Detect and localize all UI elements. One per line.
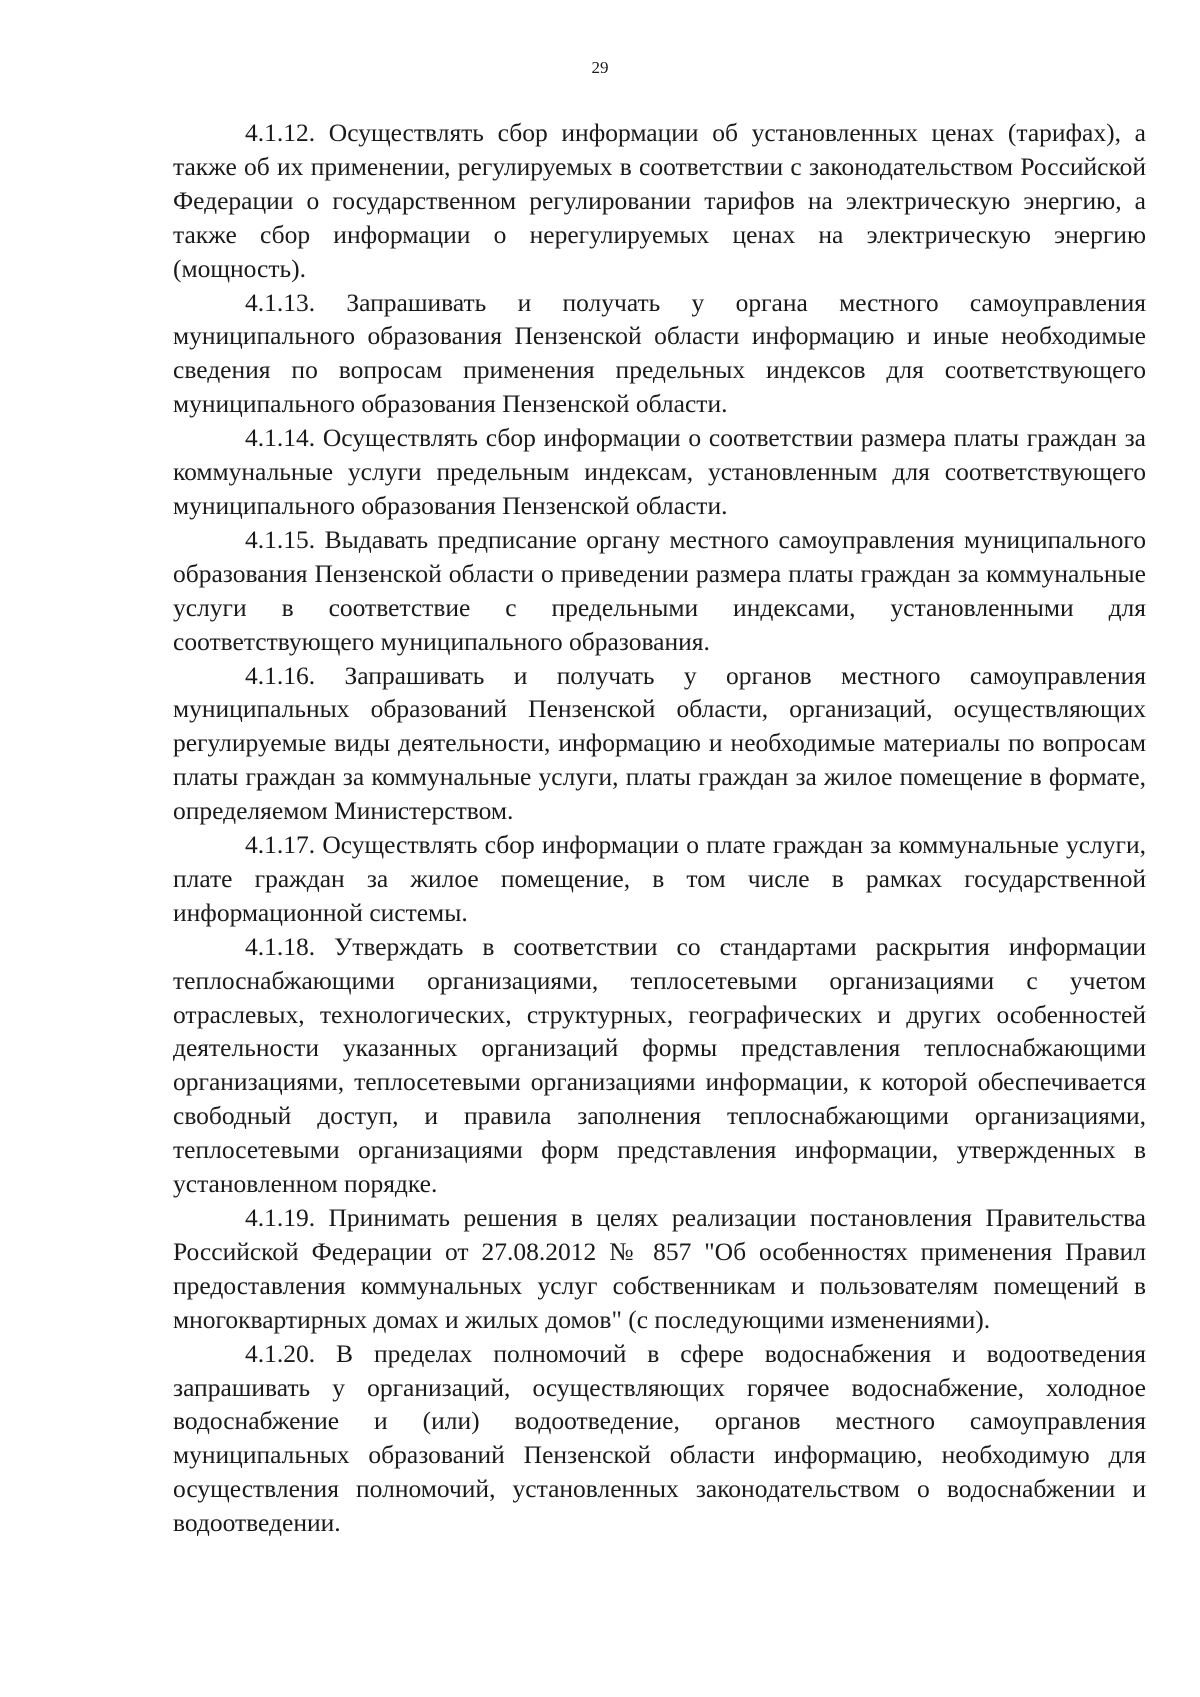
paragraph-4-1-19: 4.1.19. Принимать решения в целях реализации постановления Правительства Российской Федерации от 27.08.2012 № 857 "Об особенностях применения Правил предоставления коммунальных услуг собственникам и пользователям помещений в многоквартирных домах и жилых домов" (с последующими изменениями). [173, 1203, 1146, 1334]
paragraph-4-1-16: 4.1.16. Запрашивать и получать у органов местного самоуправления муниципальных образований Пензенской области, организаций, осуществляющих регулируемые виды деятельности, информацию и необходимые материалы по вопросам платы граждан за коммунальные услуги, платы граждан за жилое помещение в формате, определяемом Министерством. [173, 660, 1146, 826]
paragraph-4-1-13: 4.1.13. Запрашивать и получать у органа местного самоуправления муниципального образования Пензенской области информацию и иные необходимые сведения по вопросам применения предельных индексов для соответствующего муниципального образования Пензенской области. [173, 287, 1146, 419]
paragraph-4-1-18: 4.1.18. Утверждать в соответствии со стандартами раскрытия информации теплоснабжающими организациями, теплосетевыми организациями с учетом отраслевых, технологических, структурных, географических и других особенностей деятельности указанных организаций формы представления теплоснабжающими организациями, теплосетевыми организациями информации, к которой обеспечивается свободный доступ, и правила заполнения теплоснабжающими организациями, теплосетевыми организациями форм представления информации, утвержденных в установленном порядке. [173, 931, 1146, 1199]
document-body [173, 116, 1146, 1540]
paragraph-4-1-15: 4.1.15. Выдавать предписание органу местного самоуправления муниципального образования Пензенской области о приведении размера платы граждан за коммунальные услуги в соответствие с предельными индексами, установленными для соответствующего муниципального образования. [173, 524, 1146, 656]
paragraph-4-1-20: 4.1.20. В пределах полномочий в сфере водоснабжения и водоотведения запрашивать у организаций, осуществляющих горячее водоснабжение, холодное водоснабжение и (или) водоотведение, органов местного самоуправления муниципальных образований Пензенской области информацию, необходимую для осуществления полномочий, установленных законодательством о водоснабжении и водоотведении. [173, 1338, 1146, 1538]
paragraph-4-1-12: 4.1.12. Осуществлять сбор информации об установленных ценах (тарифах), а также об их применении, регулируемых в соответствии с законодательством Российской Федерации о государственном регулировании тарифов на электрическую энергию, а также сбор информации о нерегулируемых ценах на электрическую энергию (мощность). [173, 118, 1146, 283]
paragraph-4-1-17: 4.1.17. Осуществлять сбор информации о плате граждан за коммунальные услуги, плате граждан за жилое помещение, в том числе в рамках государственной информационной системы. [173, 830, 1146, 927]
page-number: 29 [591, 58, 609, 77]
paragraph-4-1-14: 4.1.14. Осуществлять сбор информации о соответствии размера платы граждан за коммунальные услуги предельным индексам, установленным для соответствующего муниципального образования Пензенской области. [173, 423, 1146, 520]
